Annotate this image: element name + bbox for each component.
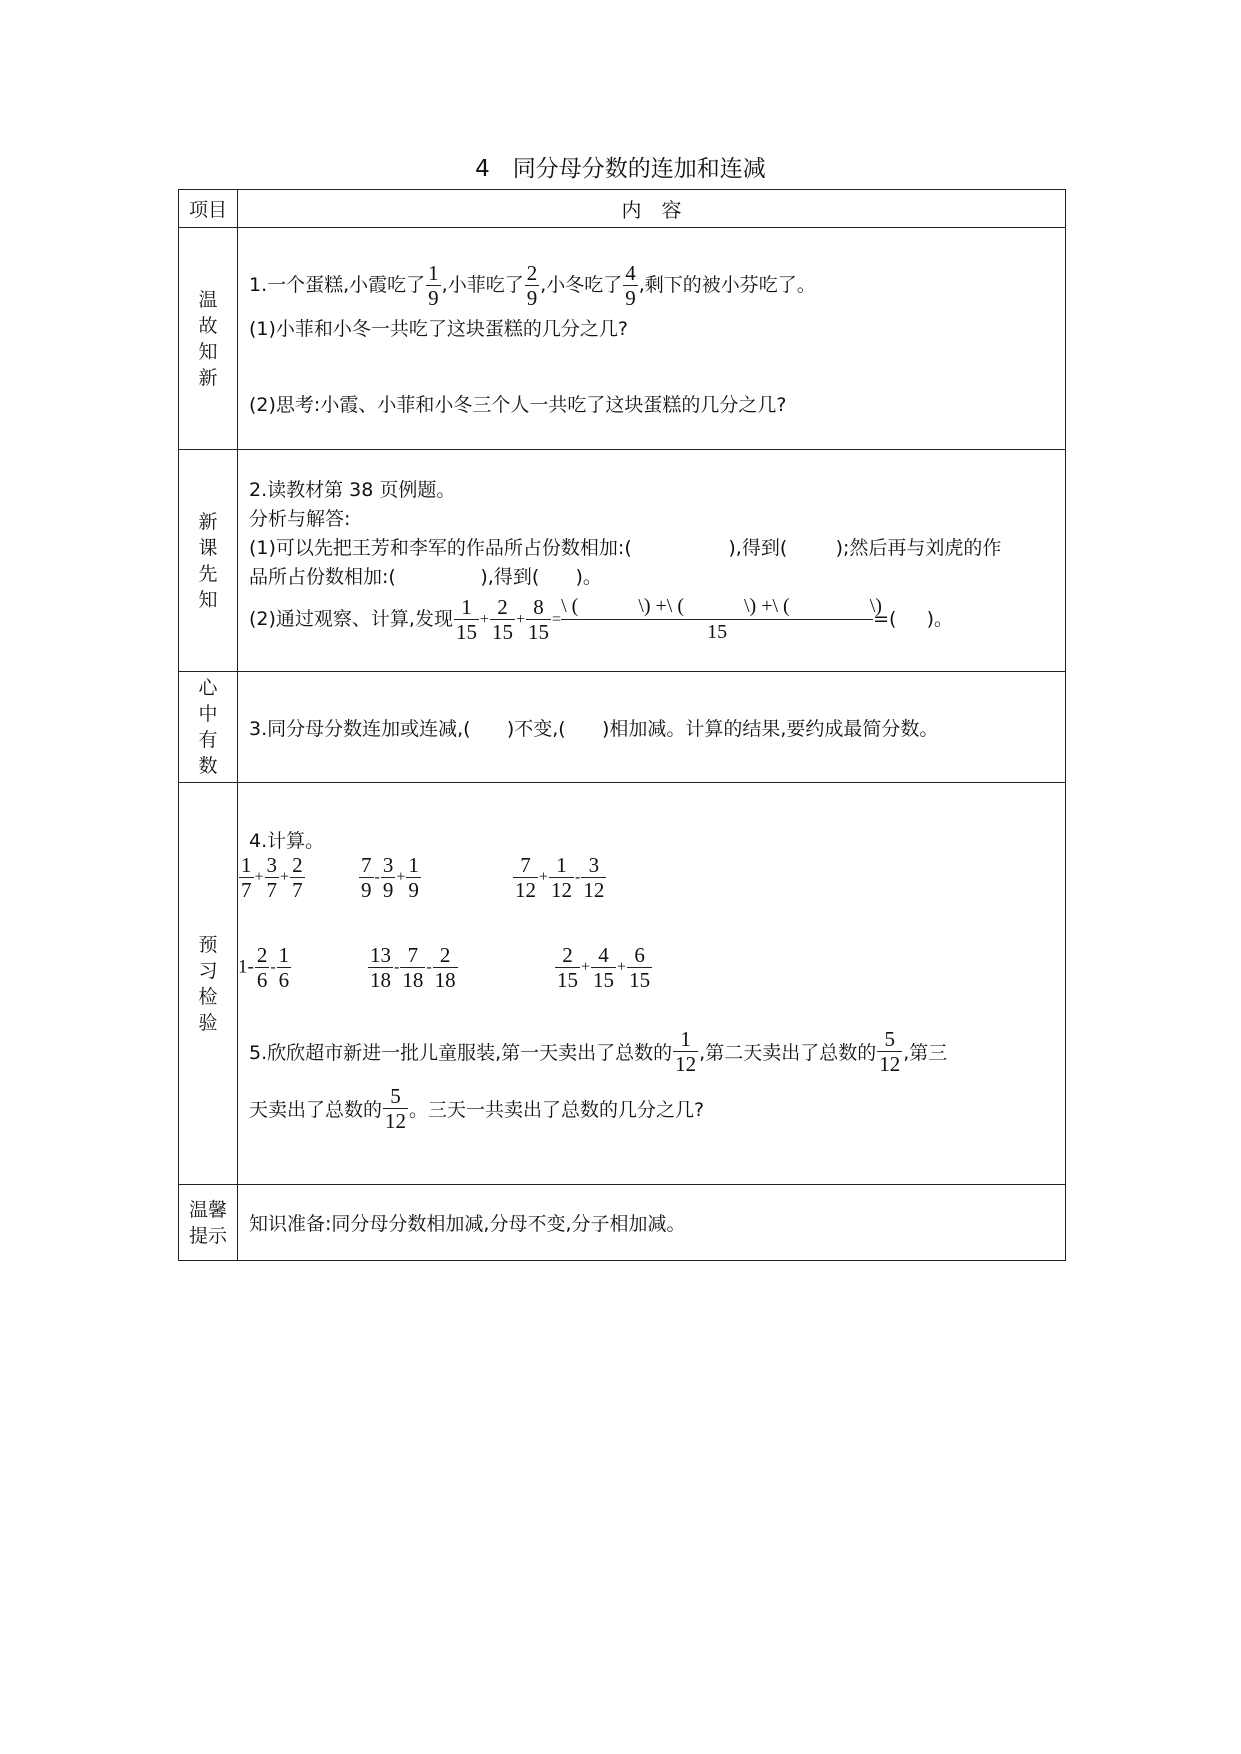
question-2a: (1)可以先把王芳和李军的作品所占份数相加:( ),得到( );然后再与刘虎的作 (249, 537, 1002, 559)
row-practice (179, 783, 1066, 1185)
preview-content (238, 450, 1066, 672)
question-1: 1.一个蛋糕,小霞吃了 $\frac{1}{9}$ ,小菲吃了 $\frac{2}{9}$ ,小冬吃了 $\frac{4}{9}$ ,剩下的被小芬吃了。 (249, 260, 816, 310)
label-preview: 新课先知 (198, 510, 218, 611)
fraction: $\frac{4}{9}$ (625, 260, 636, 310)
row-review (179, 228, 1066, 450)
tip-content: 知识准备:同分母分数相加减,分母不变,分子相加减。 (238, 1185, 1066, 1261)
exercise-4: 1- $\frac{2}{6}$ - $\frac{1}{6}$ (238, 943, 290, 992)
exercise-6: $\frac{2}{15}$ + $\frac{4}{15}$ + $\frac{6}{15}$ (557, 943, 651, 992)
row-tip (179, 1185, 1066, 1261)
exercise-1: $\frac{1}{7}$ + $\frac{3}{7}$ + $\frac{2}{7}$ (241, 853, 303, 902)
row-preview (179, 450, 1066, 672)
key-content: 3.同分母分数连加或连减,( )不变,( )相加减。计算的结果,要约成最简分数。 (238, 672, 1066, 783)
review-content (238, 228, 1066, 450)
label-key: 心中有数 (198, 677, 218, 777)
row-key (179, 672, 1066, 783)
label-review: 温故知新 (198, 288, 218, 389)
question-2b: (2)通过观察、计算,发现 $\frac{1}{15}$ + $\frac{2}{15}$ + $\frac{8}{15}$ = \ ( \) +\ ( \) +\ ( \) 15 =( )。 (249, 595, 954, 644)
worksheet-table (178, 189, 1066, 1261)
fraction: $\frac{2}{9}$ (526, 260, 538, 310)
header-item: 项目 (179, 190, 238, 228)
exercise-5: $\frac{13}{18}$ - $\frac{7}{18}$ - $\frac{2}{18}$ (370, 943, 456, 992)
question-5: 5.欣欣超市新进一批儿童服装,第一天卖出了总数的 $\frac{1}{12}$ ,第二天卖出了总数的 $\frac{5}{12}$ ,第三 (249, 1027, 948, 1076)
fraction: $\frac{1}{15}$ (455, 595, 477, 644)
practice-content (238, 783, 1066, 1185)
question-4: 4.计算。 (249, 830, 325, 852)
label-practice: 预习检验 (198, 933, 218, 1034)
fraction: $\frac{2}{15}$ (492, 595, 513, 644)
exercise-2: $\frac{7}{9}$ - $\frac{3}{9}$ + $\frac{1}{9}$ (361, 853, 419, 902)
question-2: 2.读教材第 38 页例题。 (249, 479, 456, 501)
question-1a: (1)小菲和小冬一共吃了这块蛋糕的几分之几? (249, 317, 628, 340)
question-2a-cont: 品所占份数相加:( ),得到( )。 (249, 566, 602, 588)
exercise-row-1 (241, 853, 1057, 909)
question-5-cont: 天卖出了总数的 $\frac{5}{12}$ 。三天一共卖出了总数的几分之几? (249, 1084, 705, 1133)
analysis-label: 分析与解答: (249, 508, 351, 530)
header-row (179, 190, 1066, 228)
label-tip: 温馨提示 (188, 1198, 227, 1247)
page-title: 4 同分母分数的连加和连减 (475, 156, 766, 182)
exercise-row-2 (238, 943, 1057, 999)
fraction: $\frac{1}{9}$ (428, 260, 439, 310)
sum-fraction: \ ( \) +\ ( \) +\ ( \) 15 (561, 595, 882, 643)
header-content: 内 容 (238, 190, 1066, 228)
question-1b: (2)思考:小霞、小菲和小冬三个人一共吃了这块蛋糕的几分之几? (249, 393, 787, 416)
fraction: $\frac{8}{15}$ (528, 595, 550, 644)
exercise-3: $\frac{7}{12}$ + $\frac{1}{12}$ - $\frac{3}{12}$ (515, 853, 605, 902)
